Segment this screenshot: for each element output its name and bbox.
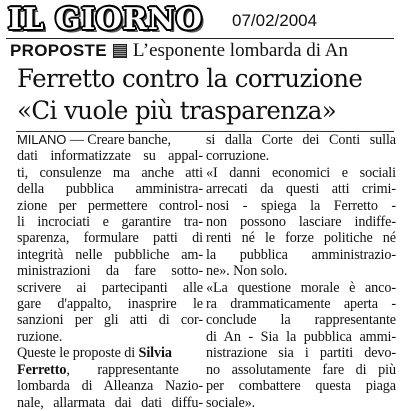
- article-paragraph-5: [206, 280, 396, 411]
- text-line: ruzione.: [17, 328, 63, 345]
- text-line: «La questione morale è anco-: [206, 279, 396, 296]
- text-line: zione per permettere control-: [17, 197, 203, 214]
- article-paragraph-4: [206, 165, 396, 280]
- text-line: sanzioni per gli atti di cor-: [17, 312, 203, 329]
- section-kicker-row: [10, 40, 348, 64]
- text-line: sociale».: [206, 394, 256, 411]
- text-line: ne». Non solo.: [206, 263, 288, 280]
- section-label: PROPOSTE: [10, 41, 107, 60]
- article-kicker: L’esponente lombarda di An: [132, 40, 348, 61]
- text-line: [17, 345, 203, 361]
- text-line: [17, 362, 203, 378]
- article-paragraph-1: [17, 132, 203, 345]
- text-line: li incrociati e garantire tra-: [17, 214, 203, 231]
- text-fragment: Queste le proposte di: [17, 345, 139, 362]
- text-line: integrità nelle pubbliche am-: [17, 246, 203, 263]
- person-name: Silvia: [138, 345, 172, 362]
- article-dateline: MILANO: [17, 132, 67, 147]
- text-line: ti, consulenze ma anche atti: [17, 164, 203, 181]
- article-column-left: [17, 132, 203, 411]
- text-line: corruzione.: [206, 148, 270, 165]
- text-line: di An - Sia la pubblica ammi-: [206, 328, 396, 345]
- newspaper-logo: IL GIORNO: [8, 2, 203, 37]
- text-line: per combattere questa piaga: [206, 378, 396, 395]
- text-line: renti né le forze politiche né: [206, 230, 396, 247]
- text-line: nale, allarmata dai dati diffu-: [17, 394, 203, 411]
- masthead-divider: [6, 38, 394, 39]
- article-headline: [17, 63, 382, 127]
- square-bullet-icon: [113, 44, 127, 58]
- text-line: dati informatizzate su appal-: [17, 148, 203, 165]
- text-line: nosi - spiega la Ferretto -: [206, 197, 396, 214]
- text-line: la pubblica amministrazio-: [206, 246, 396, 263]
- text-line: gare d'appalto, inasprire le: [17, 296, 203, 313]
- text-line: lombarda di Alleanza Nazio-: [17, 378, 203, 395]
- article-paragraph-3: [206, 132, 396, 165]
- text-line: sparenza, formulare patti di: [17, 230, 203, 247]
- headline-line-1: Ferretto contro la corruzione: [17, 64, 363, 94]
- text-line: non possono lasciare indiffe-: [206, 214, 396, 231]
- text-line: scrivere ai partecipanti alle: [17, 279, 203, 296]
- text-line: ra drammaticamente aperta -: [206, 296, 396, 313]
- text-line: si dalla Corte dei Conti sulla: [206, 132, 396, 148]
- person-name: Ferretto: [17, 361, 67, 378]
- text-line: della pubblica amministra-: [17, 181, 203, 198]
- publication-date: 07/02/2004: [232, 11, 318, 30]
- headline-line-2: «Ci vuole più trasparenza»: [17, 96, 337, 126]
- text-line: no assolutamente fare di più: [206, 361, 396, 378]
- text-line: conclude la rappresentante: [206, 312, 396, 329]
- masthead: [0, 0, 400, 40]
- text-line: arrecati da questi atti crimi-: [206, 181, 396, 198]
- text-fragment: , rappresentante: [66, 361, 179, 378]
- text-line: «I danni economici e sociali: [206, 164, 396, 181]
- text-line: nistrazione sia i partiti devo-: [206, 345, 396, 362]
- text-line: ministrazioni da fare sotto-: [17, 263, 203, 280]
- article-column-right: [206, 132, 396, 411]
- text-line: [17, 132, 203, 148]
- text-fragment: — Creare banche,: [66, 132, 171, 148]
- article-paragraph-2: [17, 345, 203, 411]
